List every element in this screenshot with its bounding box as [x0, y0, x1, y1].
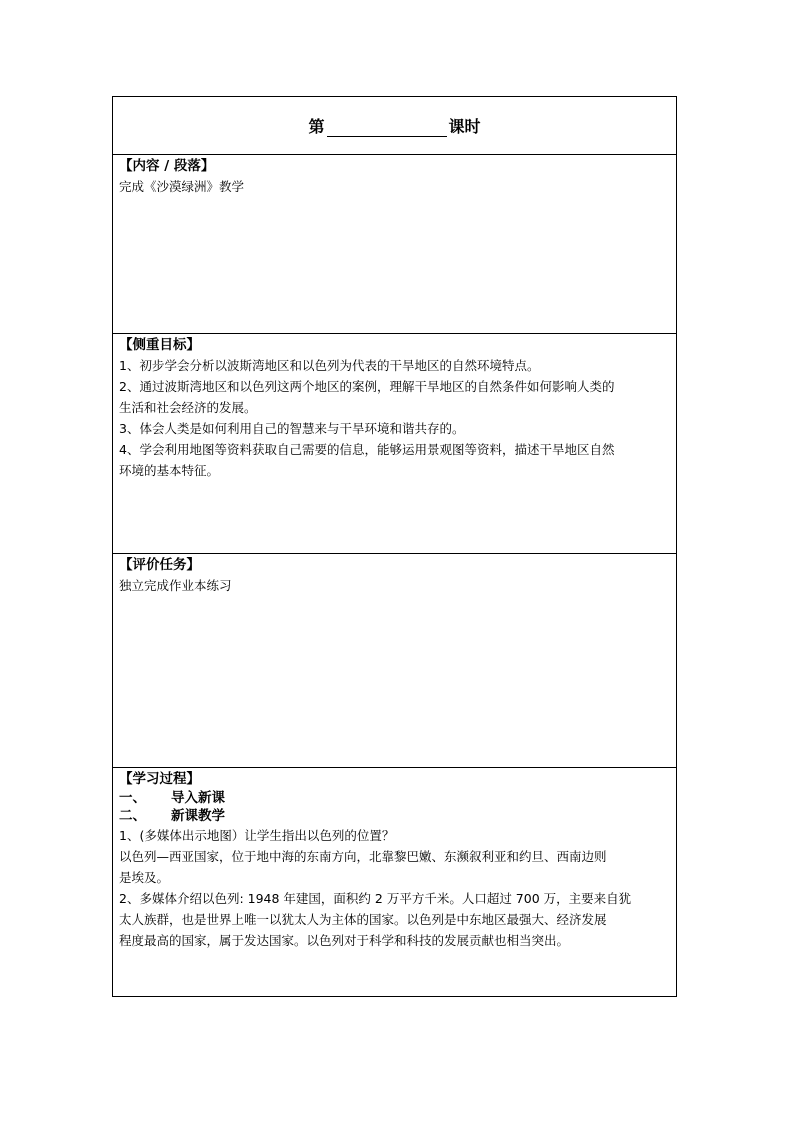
- evaluation-section: [113, 554, 676, 768]
- process-heading: 【学习过程】: [119, 771, 200, 787]
- objectives-section: [113, 334, 676, 554]
- objective-line: 生活和社会经济的发展。: [119, 400, 257, 415]
- section-label: 导入新课: [171, 790, 225, 806]
- lesson-plan-table: [112, 96, 677, 997]
- process-line: 是埃及。: [119, 870, 170, 885]
- section-number: 一、: [119, 790, 146, 806]
- objective-line: 2、通过波斯湾地区和以色列这两个地区的案例，理解干旱地区的自然条件如何影响人类的: [119, 379, 615, 394]
- evaluation-text: 独立完成作业本练习: [119, 578, 232, 593]
- lesson-title: [308, 114, 480, 137]
- title-row: [113, 97, 676, 155]
- section-new-lesson: [119, 807, 670, 825]
- evaluation-heading: 【评价任务】: [119, 557, 200, 573]
- process-line: 以色列—西亚国家，位于地中海的东南方向，北靠黎巴嫩、东濒叙利亚和约旦、西南边则: [119, 849, 607, 864]
- content-heading: 【内容 / 段落】: [119, 158, 215, 174]
- section-number: 二、: [119, 808, 146, 824]
- section-label: 新课教学: [171, 808, 225, 824]
- objective-line: 3、体会人类是如何利用自己的智慧来与干旱环境和谐共存的。: [119, 421, 465, 436]
- process-line: 1、(多媒体出示地图）让学生指出以色列的位置？: [119, 828, 395, 843]
- content-text: 完成《沙漠绿洲》教学: [119, 179, 245, 194]
- process-section: [113, 768, 676, 996]
- process-line: 程度最高的国家，属于发达国家。以色列对于科学和科技的发展贡献也相当突出。: [119, 933, 570, 948]
- objective-line: 4、学会利用地图等资料获取自己需要的信息，能够运用景观图等资料，描述干旱地区自然: [119, 442, 615, 457]
- title-suffix: 课时: [448, 117, 481, 136]
- content-section: [113, 155, 676, 334]
- title-prefix: 第: [308, 117, 325, 136]
- lesson-number-blank[interactable]: [327, 122, 447, 137]
- objective-line: 环境的基本特征。: [119, 463, 220, 478]
- objectives-heading: 【侧重目标】: [119, 337, 200, 353]
- process-line: 太人族群，也是世界上唯一以犹太人为主体的国家。以色列是中东地区最强大、经济发展: [119, 912, 607, 927]
- objective-line: 1、初步学会分析以波斯湾地区和以色列为代表的干旱地区的自然环境特点。: [119, 358, 540, 373]
- process-line: 2、多媒体介绍以色列: 1948 年建国，面积约 2 万平方千米。人口超过 700 万，主要来自犹: [119, 891, 632, 906]
- section-intro: [119, 789, 670, 807]
